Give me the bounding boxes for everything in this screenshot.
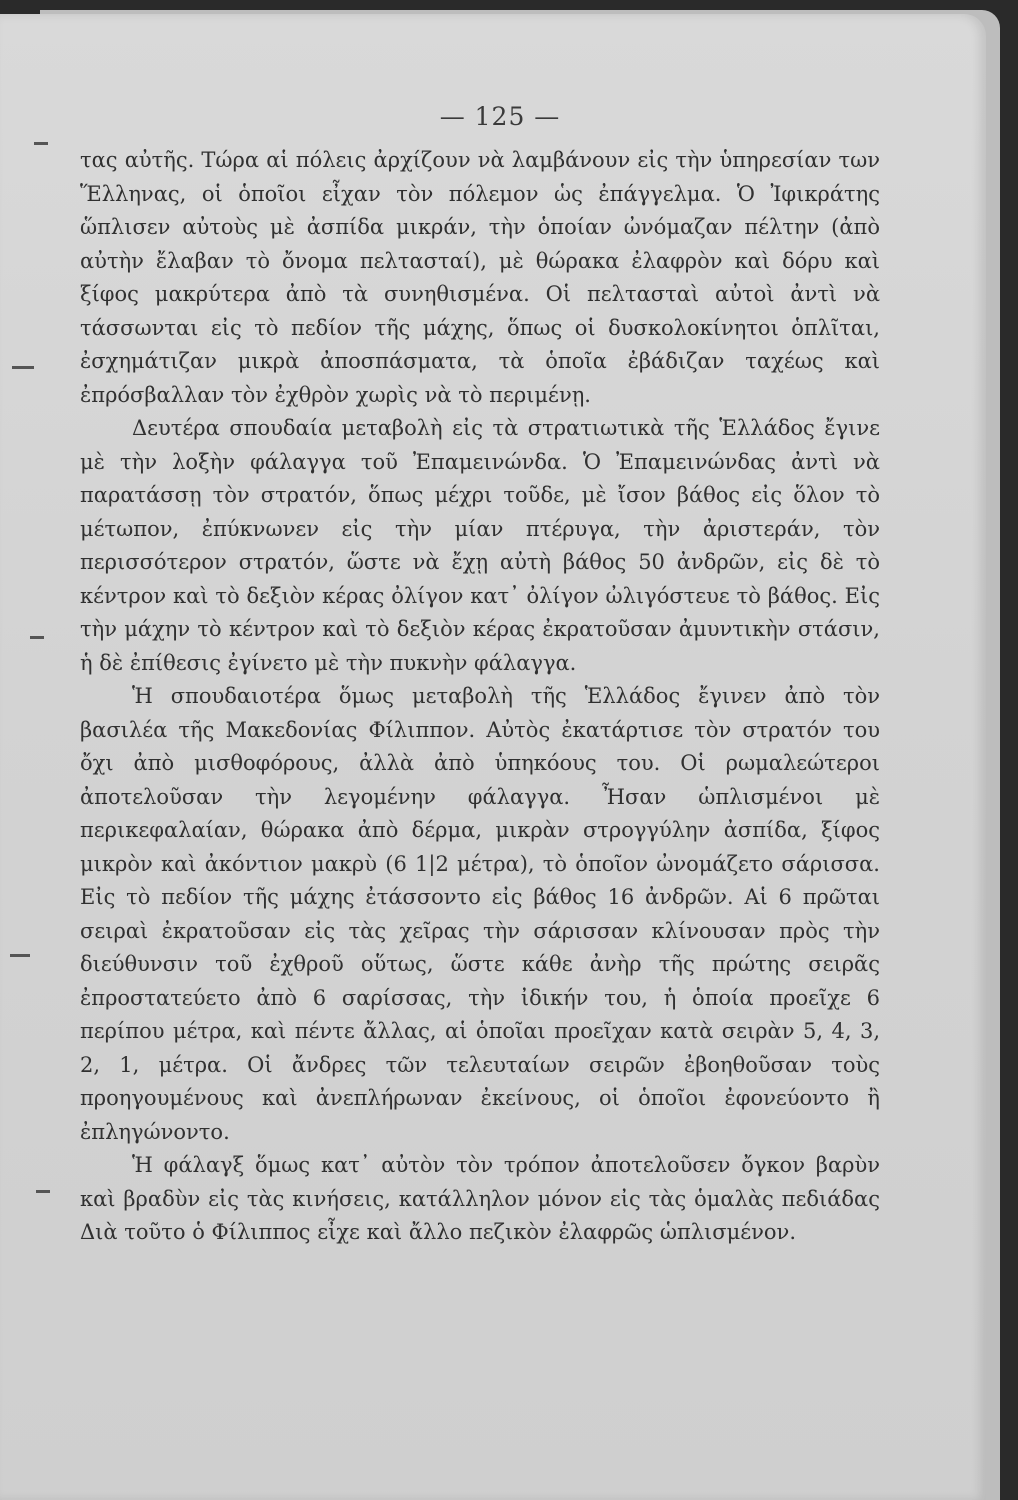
paragraph: Ἡ φάλαγξ ὅμως κατ᾿ αὐτὸν τὸν τρόπον ἀποτελοῦσεν ὄγκον βαρὺν καὶ βραδὺν εἰς τὰς κινήσεις, κατάλληλον μόνον εἰς τὰς ὁμαλὰς πεδιάδας Διὰ τοῦτο ὁ Φίλιππος εἶχε καὶ ἄλλο πεζικὸν ἐλαφρῶς ὡπλισμένον. [80,1153,880,1244]
margin-mark [36,1190,50,1193]
paragraph: Δευτέρα σπουδαία μεταβολὴ εἰς τὰ στρατιωτικὰ τῆς Ἑλλάδος ἔγινε μὲ τὴν λοξὴν φάλαγγα τοῦ Ἐπαμεινώνδα. Ὁ Ἐπαμεινώνδας ἀντὶ νὰ παρατάσσῃ τὸν στρατόν, ὅπως μέχρι τοῦδε, μὲ ἴσον βάθος εἰς ὅλον τὸ μέτωπον, ἐπύκνωνεν εἰς τὴν μίαν πτέρυγα, τὴν ἀριστεράν, τὸν περισσότερον στρατόν, ὥστε νὰ ἔχῃ αὐτὴ βάθος 50 ἀνδρῶν, εἰς δὲ τὸ κέντρον καὶ τὸ δεξιὸν κέρας ὀλίγον κατ᾿ ὀλίγον ὠλιγόστευε τὸ βάθος. Εἰς τὴν μάχην τὸ κέντρον καὶ τὸ δεξιὸν κέρας ἐκρατοῦσαν ἀμυντικὴν στάσιν, ἡ δὲ ἐπίθεσις ἐγίνετο μὲ τὴν πυκνὴν φάλαγγα. [80,416,880,675]
paragraph: τας αὐτῆς. Τώρα αἱ πόλεις ἀρχίζουν νὰ λαμβάνουν εἰς τὴν ὑπηρεσίαν των Ἕλληνας, οἱ ὁποῖοι εἶχαν τὸν πόλεμον ὡς ἐπάγγελμα. Ὁ Ἰφικράτης ὥπλισεν αὐτοὺς μὲ ἀσπίδα μικράν, τὴν ὁποίαν ὠνόμαζαν πέλτην (ἀπὸ αὐτὴν ἔλαβαν τὸ ὄνομα πελτασταί), μὲ θώρακα ἐλαφρὸν καὶ δόρυ καὶ ξίφος μακρύτερα ἀπὸ τὰ συνηθισμένα. Οἱ πελτασταὶ αὐτοὶ ἀντὶ νὰ τάσσωνται εἰς τὸ πεδίον τῆς μάχης, ὅπως οἱ δυσκολοκίνητοι ὁπλῖται, ἐσχημάτιζαν μικρὰ ἀποσπάσματα, τὰ ὁποῖα ἐβάδιζαν ταχέως καὶ ἐπρόσβαλλαν τὸν ἐχθρὸν χωρὶς νὰ τὸ περιμένῃ. [80,148,880,407]
page-number: — 125 — [439,102,561,131]
body-text [80,144,880,1250]
paragraph: Ἡ σπουδαιοτέρα ὅμως μεταβολὴ τῆς Ἑλλάδος ἔγινεν ἀπὸ τὸν βασιλέα τῆς Μακεδονίας Φίλιππον. Αὐτὸς ἐκατάρτισε τὸν στρατόν του ὄχι ἀπὸ μισθοφόρους, ἀλλὰ ἀπὸ ὑπηκόους του. Οἱ ρωμαλεώτεροι ἀποτελοῦσαν τὴν λεγομένην φάλαγγα. Ἦσαν ὡπλισμένοι μὲ περικεφαλαίαν, θώρακα ἀπὸ δέρμα, μικρὰν στρογγύλην ἀσπίδα, ξίφος μικρὸν καὶ ἀκόντιον μακρὺ (6 1|2 μέτρα), τὸ ὁποῖον ὠνομάζετο σάρισσα. Εἰς τὸ πεδίον τῆς μάχης ἐτάσσοντο εἰς βάθος 16 ἀνδρῶν. Αἱ 6 πρῶται σειραὶ ἐκρατοῦσαν εἰς τὰς χεῖρας τὴν σάρισσαν κλίνουσαν πρὸς τὴν διεύθυνσιν τοῦ ἐχθροῦ οὕτως, ὥστε κάθε ἀνὴρ τῆς πρώτης σειρᾶς ἐπροστατεύετο ἀπὸ 6 σαρίσσας, τὴν ἰδικήν του, ἡ ὁποία προεῖχε 6 περίπου μέτρα, καὶ πέντε ἄλλας, αἱ ὁποῖαι προεῖχαν κατὰ σειρὰν 5, 4, 3, 2, 1, μέτρα. Οἱ ἄνδρες τῶν τελευταίων σειρῶν ἐβοηθοῦσαν τοὺς προηγουμένους καὶ ἀνεπλήρωναν ἐκείνους, οἱ ὁποῖοι ἐφονεύοντο ἢ ἐπληγώνοντο. [80,684,880,1144]
book-page [0,14,986,1500]
margin-mark [12,366,34,369]
margin-mark [10,954,30,957]
margin-mark [30,636,44,639]
margin-mark [34,142,48,145]
